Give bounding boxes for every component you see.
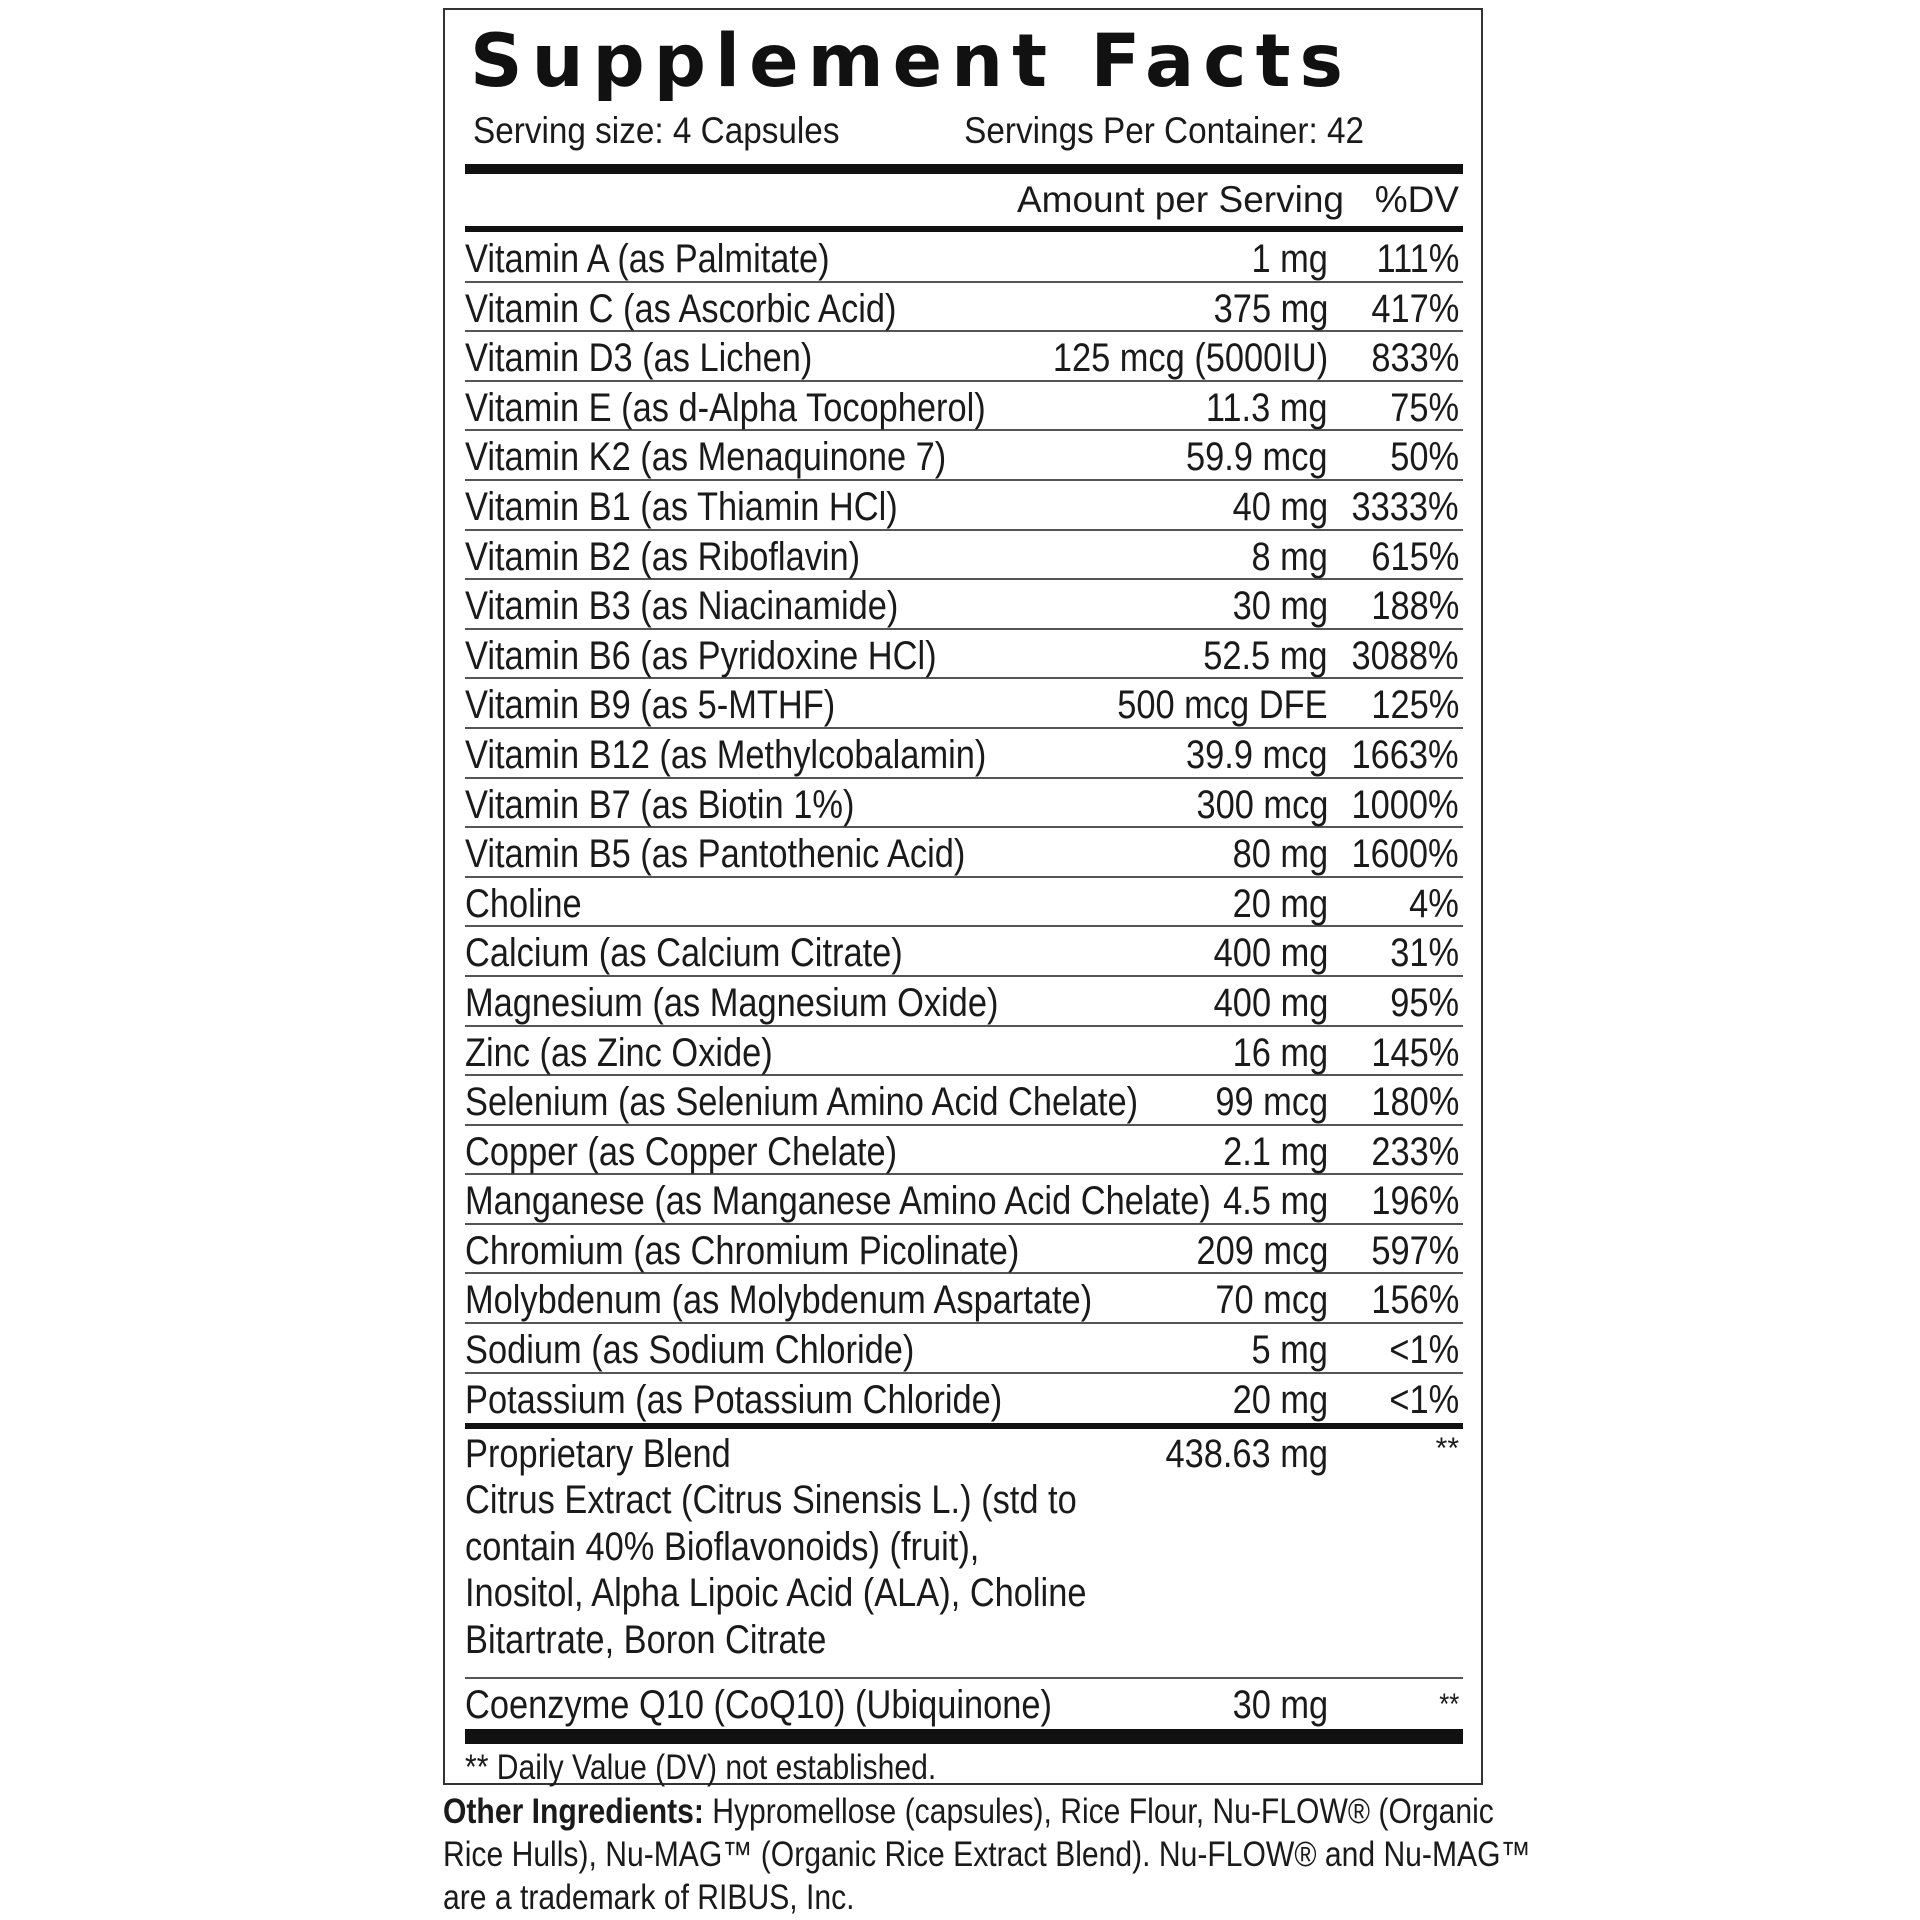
nutrient-dv: 1600%: [1351, 832, 1459, 877]
nutrient-name: Vitamin B7 (as Biotin 1%): [465, 782, 855, 827]
nutrient-dv: 156%: [1371, 1278, 1459, 1323]
nutrient-name: Selenium (as Selenium Amino Acid Chelate): [465, 1080, 1139, 1125]
nutrient-amount: 20 mg: [1232, 881, 1328, 926]
table-row: [465, 332, 1463, 382]
nutrient-name: Vitamin B3 (as Niacinamide): [465, 584, 899, 629]
table-row: [465, 1374, 1463, 1424]
nutrient-dv: 196%: [1371, 1179, 1459, 1224]
blend-name: Proprietary Blend: [465, 1432, 731, 1476]
nutrient-dv: 3333%: [1351, 484, 1459, 529]
nutrient-table: [465, 233, 1463, 1423]
nutrient-dv: 615%: [1371, 534, 1459, 579]
nutrient-dv: 50%: [1390, 435, 1459, 480]
table-row: [465, 1324, 1463, 1374]
header-divider: [465, 226, 1463, 232]
supplement-facts-panel: [443, 8, 1483, 1785]
nutrient-name: Vitamin A (as Palmitate): [465, 237, 830, 281]
table-row: [465, 531, 1463, 581]
table-row: [465, 431, 1463, 481]
coq10-row: [465, 1679, 1463, 1729]
other-ingredients-text: Hypromellose (capsules), Rice Flour, Nu-FLOW® (Organic Rice Hulls), Nu-MAG™ (Organic Rice Extract Blend). Nu-FLOW® and Nu-MAG™ are a trademark of RIBUS, Inc.: [443, 1792, 1531, 1917]
nutrient-name: Vitamin B12 (as Methylcobalamin): [465, 732, 987, 777]
serving-info: [473, 106, 1364, 156]
blend-amount: 438.63 mg: [1165, 1432, 1328, 1476]
nutrient-name: Choline: [465, 881, 582, 926]
table-row: [465, 1175, 1463, 1225]
nutrient-amount: 16 mg: [1232, 1030, 1328, 1075]
nutrient-amount: 300 mcg: [1196, 782, 1328, 827]
nutrient-amount: 39.9 mcg: [1186, 732, 1328, 777]
nutrient-name: Vitamin B5 (as Pantothenic Acid): [465, 832, 966, 877]
nutrient-name: Potassium (as Potassium Chloride): [465, 1377, 1003, 1422]
nutrient-dv: 1000%: [1351, 782, 1459, 827]
table-row: [465, 977, 1463, 1027]
coq10-dv: **: [1438, 1688, 1459, 1721]
nutrient-name: Molybdenum (as Molybdenum Aspartate): [465, 1278, 1093, 1323]
nutrient-name: Vitamin C (as Ascorbic Acid): [465, 286, 897, 331]
table-row: [465, 1076, 1463, 1126]
nutrient-dv: 833%: [1371, 336, 1459, 381]
table-row: [465, 382, 1463, 432]
nutrient-name: Sodium (as Sodium Chloride): [465, 1328, 915, 1373]
nutrient-amount: 20 mg: [1232, 1377, 1328, 1422]
table-row: [465, 679, 1463, 729]
nutrient-amount: 1 mg: [1251, 237, 1328, 281]
nutrient-name: Calcium (as Calcium Citrate): [465, 931, 903, 976]
nutrient-name: Vitamin D3 (as Lichen): [465, 336, 813, 381]
nutrient-dv: 3088%: [1351, 633, 1459, 678]
other-ingredients: [443, 1790, 1561, 1919]
nutrient-name: Chromium (as Chromium Picolinate): [465, 1228, 1020, 1273]
table-row: [465, 828, 1463, 878]
nutrient-amount: 59.9 mcg: [1186, 435, 1328, 480]
servings-per-container: Servings Per Container: 42: [964, 110, 1364, 151]
nutrient-dv: <1%: [1389, 1377, 1459, 1422]
nutrient-dv: 188%: [1371, 584, 1459, 629]
nutrient-amount: 209 mcg: [1196, 1228, 1328, 1273]
nutrient-amount: 400 mg: [1213, 931, 1328, 976]
nutrient-name: Vitamin K2 (as Menaquinone 7): [465, 435, 947, 480]
nutrient-amount: 375 mg: [1213, 286, 1328, 331]
nutrient-name: Vitamin B1 (as Thiamin HCl): [465, 484, 898, 529]
nutrient-amount: 2.1 mg: [1222, 1129, 1328, 1174]
nutrient-amount: 8 mg: [1251, 534, 1328, 579]
coq10-amount: 30 mg: [1232, 1683, 1328, 1727]
nutrient-amount: 5 mg: [1251, 1328, 1328, 1373]
dv-column-header: %DV: [1374, 179, 1459, 220]
nutrient-dv: 145%: [1371, 1030, 1459, 1075]
nutrient-name: Vitamin B9 (as 5-MTHF): [465, 683, 836, 728]
coq10-name: Coenzyme Q10 (CoQ10) (Ubiquinone): [465, 1683, 1052, 1727]
nutrient-dv: 597%: [1371, 1228, 1459, 1273]
nutrient-name: Vitamin B6 (as Pyridoxine HCl): [465, 633, 937, 678]
nutrient-dv: 31%: [1390, 931, 1459, 976]
nutrient-dv: 75%: [1390, 385, 1459, 430]
nutrient-dv: 1663%: [1351, 732, 1459, 777]
nutrient-amount: 400 mg: [1213, 980, 1328, 1025]
other-ingredients-label: Other Ingredients:: [443, 1792, 704, 1831]
table-row: [465, 1126, 1463, 1176]
nutrient-dv: 180%: [1371, 1080, 1459, 1125]
nutrient-amount: 40 mg: [1232, 484, 1328, 529]
nutrient-dv: <1%: [1389, 1328, 1459, 1373]
nutrient-dv: 4%: [1409, 881, 1459, 926]
nutrient-dv: 125%: [1371, 683, 1459, 728]
nutrient-amount: 99 mcg: [1215, 1080, 1328, 1125]
nutrient-name: Vitamin B2 (as Riboflavin): [465, 534, 861, 579]
nutrient-name: Magnesium (as Magnesium Oxide): [465, 980, 999, 1025]
nutrient-dv: 233%: [1371, 1129, 1459, 1174]
nutrient-amount: 500 mcg DFE: [1117, 683, 1328, 728]
dv-footnote: ** Daily Value (DV) not established.: [465, 1748, 937, 1787]
nutrient-amount: 80 mg: [1232, 832, 1328, 877]
nutrient-dv: 111%: [1376, 237, 1459, 281]
nutrient-dv: 417%: [1371, 286, 1459, 331]
blend-dv: **: [1435, 1432, 1459, 1465]
nutrient-name: Zinc (as Zinc Oxide): [465, 1030, 773, 1075]
table-row: [465, 729, 1463, 779]
amount-column-header: Amount per Serving: [1016, 179, 1344, 220]
table-row: [465, 779, 1463, 829]
nutrient-amount: 11.3 mg: [1206, 385, 1328, 430]
table-row: [465, 630, 1463, 680]
table-row: [465, 1274, 1463, 1324]
table-row: [465, 283, 1463, 333]
table-row: [465, 878, 1463, 928]
thick-divider: [465, 164, 1463, 174]
table-row: [465, 1225, 1463, 1275]
table-row: [465, 233, 1463, 283]
bottom-divider: [465, 1729, 1463, 1744]
nutrient-name: Manganese (as Manganese Amino Acid Chelate): [465, 1179, 1211, 1224]
serving-size: Serving size: 4 Capsules: [473, 110, 840, 151]
nutrient-name: Copper (as Copper Chelate): [465, 1129, 898, 1174]
nutrient-amount: 70 mcg: [1215, 1278, 1328, 1323]
nutrient-amount: 4.5 mg: [1222, 1179, 1328, 1224]
nutrient-amount: 30 mg: [1232, 584, 1328, 629]
panel-title: Supplement Facts: [470, 19, 1352, 104]
table-row: [465, 580, 1463, 630]
blend-ingredients: Citrus Extract (Citrus Sinensis L.) (std to contain 40% Bioflavonoids) (fruit), Inositol, Alpha Lipoic Acid (ALA), Choline Bitartrate, Boron Citrate: [465, 1478, 1087, 1662]
table-row: [465, 481, 1463, 531]
nutrient-name: Vitamin E (as d-Alpha Tocopherol): [465, 385, 986, 430]
table-row: [465, 927, 1463, 977]
nutrient-dv: 95%: [1390, 980, 1459, 1025]
table-row: [465, 1027, 1463, 1077]
proprietary-blend: [465, 1429, 1463, 1677]
nutrient-amount: 125 mcg (5000IU): [1052, 336, 1328, 381]
nutrient-amount: 52.5 mg: [1203, 633, 1328, 678]
